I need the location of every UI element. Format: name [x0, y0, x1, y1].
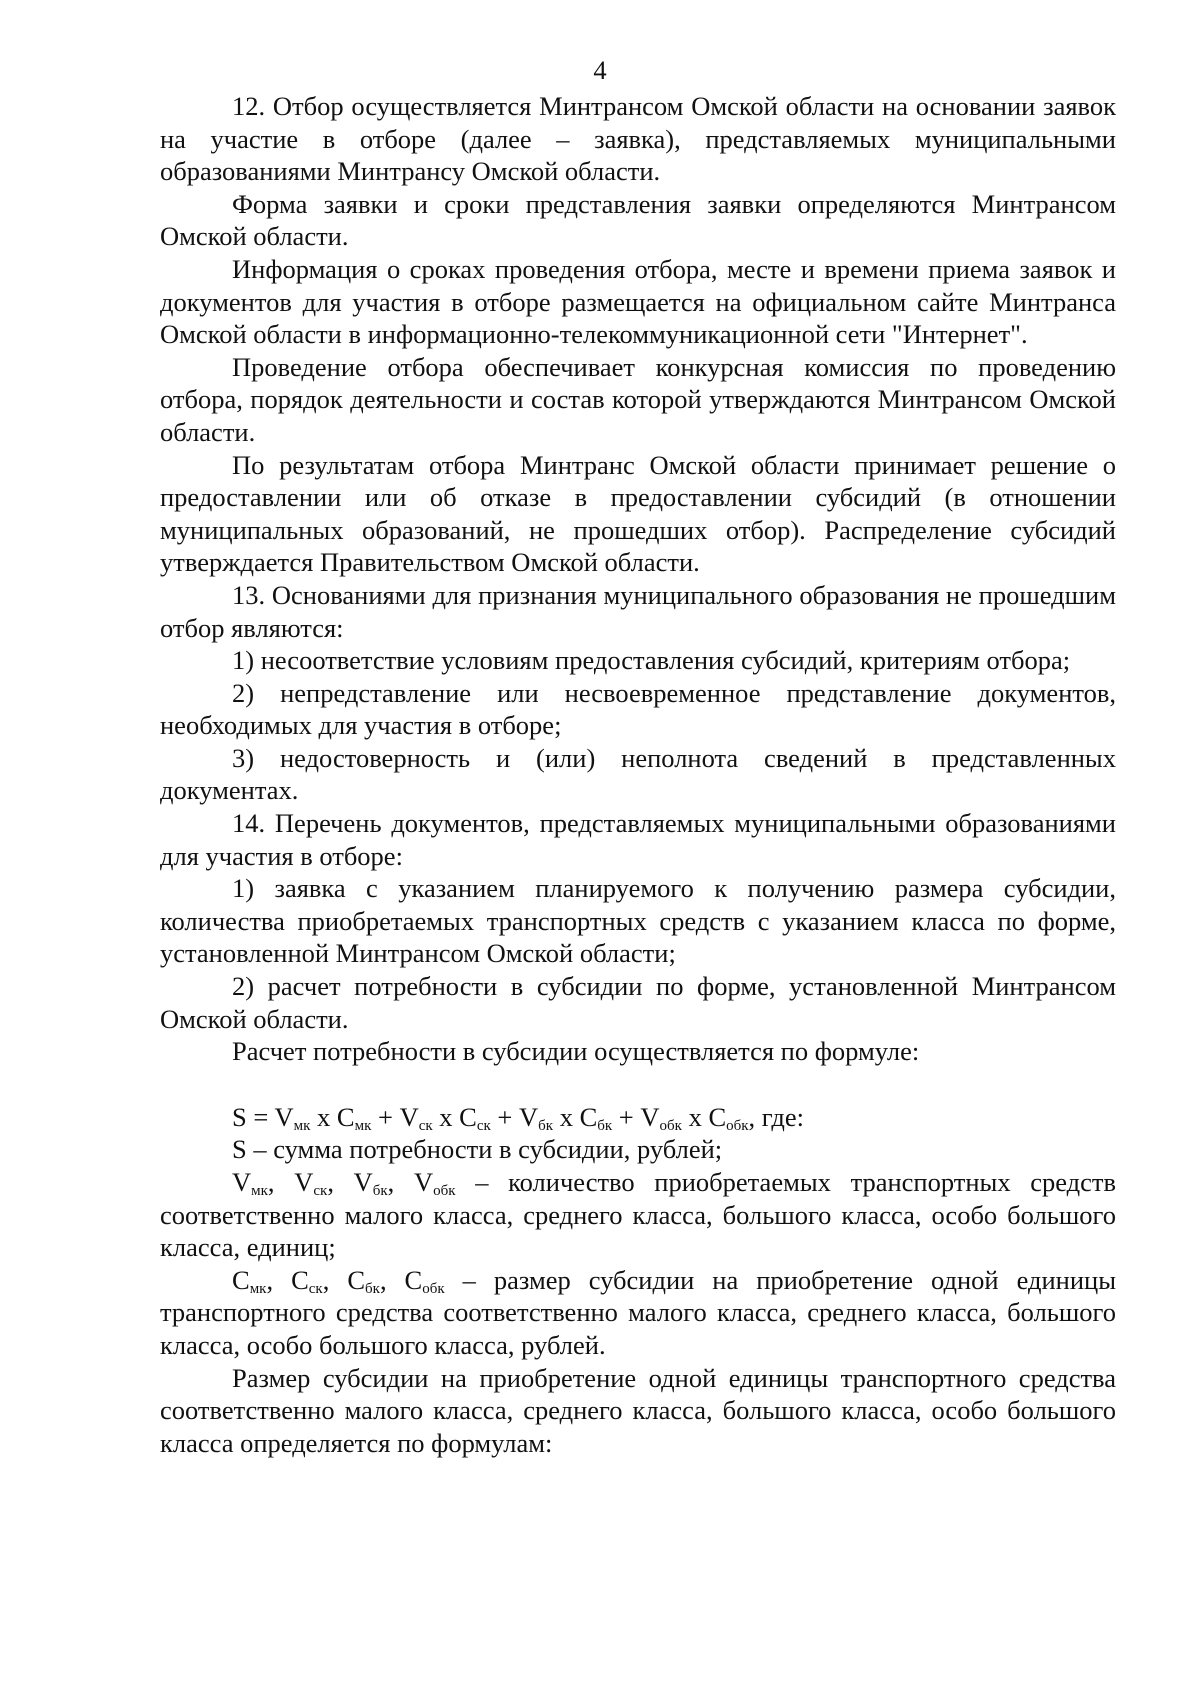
list-item-13-1: 1) несоответствие условиям предоставления субсидий, критериям отбора; [232, 645, 1071, 676]
paragraph-commission: Проведение отбора обеспечивает конкурсная комиссия по проведению отбора, порядок деятельности и состав которой утверждаются Минтрансом Омской области. [160, 351, 1116, 447]
paragraph-selection-info: Информация о сроках проведения отбора, месте и времени приема заявок и документов для участия в отборе размещается на официальном сайте Минтранса Омской области в информационно-телекоммуникационной сети "Интернет". [160, 253, 1116, 350]
list-item-13-3: 3) недостоверность и (или) неполнота сведений в представленных документах. [160, 742, 1116, 806]
list-item-14-2: 2) расчет потребности в субсидии по форме, установленной Минтрансом Омской области. [160, 971, 1116, 1034]
list-item-14-1: 1) заявка с указанием планируемого к получению размера субсидии, количества приобретаемых транспортных средств с указанием класса по форме, установленной Минтрансом Омской области; [160, 873, 1116, 969]
paragraph-13: 13. Основаниями для признания муниципального образования не прошедшим отбор являются: [160, 579, 1116, 643]
paragraph-14: 14. Перечень документов, представляемых муниципальными образованиями для участия в отборе: [160, 808, 1116, 871]
paragraph-selection-results: По результатам отбора Минтранс Омской области принимает решение о предоставлении или об отказе в предоставлении субсидий (в отношении муниципальных образований, не прошедших отбор). Распределение субсидий утверждается Правительством Омской области. [160, 449, 1116, 578]
page-number: 4 [593, 55, 607, 85]
definition-v: $V_{мк}$, $V_{ск}$, $V_{бк}$, $V_{обк}$ – количество приобретаемых транспортных средств соответственно малого класса, среднего класса, большого класса, особо большого класса, единиц; [160, 1167, 1117, 1263]
definition-s: S – сумма потребности в субсидии, рублей; [232, 1134, 723, 1165]
subsidy-formula: $S = V_{мк}$ х $C_{мк} + V_{ск}$ х $C_{ск} + V_{бк}$ х $C_{бк} + V_{обк}$ х $C_{обк}$, где: [232, 1101, 804, 1134]
list-item-13-2: 2) непредставление или несвоевременное представление документов, необходимых для участия в отборе; [160, 677, 1116, 741]
paragraph-application-form: Форма заявки и сроки представления заявки определяются Минтрансом Омской области. [160, 188, 1116, 252]
document-body [160, 90, 1116, 1459]
definition-c: $C_{мк}$, $C_{ск}$, $C_{бк}$, $C_{обк}$ – размер субсидии на приобретение одной единицы транспортного средства соответственно малого класса, среднего класса, большого класса, особо большого класса, рублей. [160, 1264, 1117, 1360]
paragraph-calc-intro: Расчет потребности в субсидии осуществляется по формуле: [232, 1036, 920, 1067]
paragraph-12: 12. Отбор осуществляется Минтрансом Омской области на основании заявок на участие в отборе (далее – заявка), представляемых муниципальными образованиями Минтрансу Омской области. [160, 91, 1116, 187]
paragraph-closing: Размер субсидии на приобретение одной единицы транспортного средства соответственно малого класса, среднего класса, большого класса, особо большого класса определяется по формулам: [160, 1362, 1116, 1458]
